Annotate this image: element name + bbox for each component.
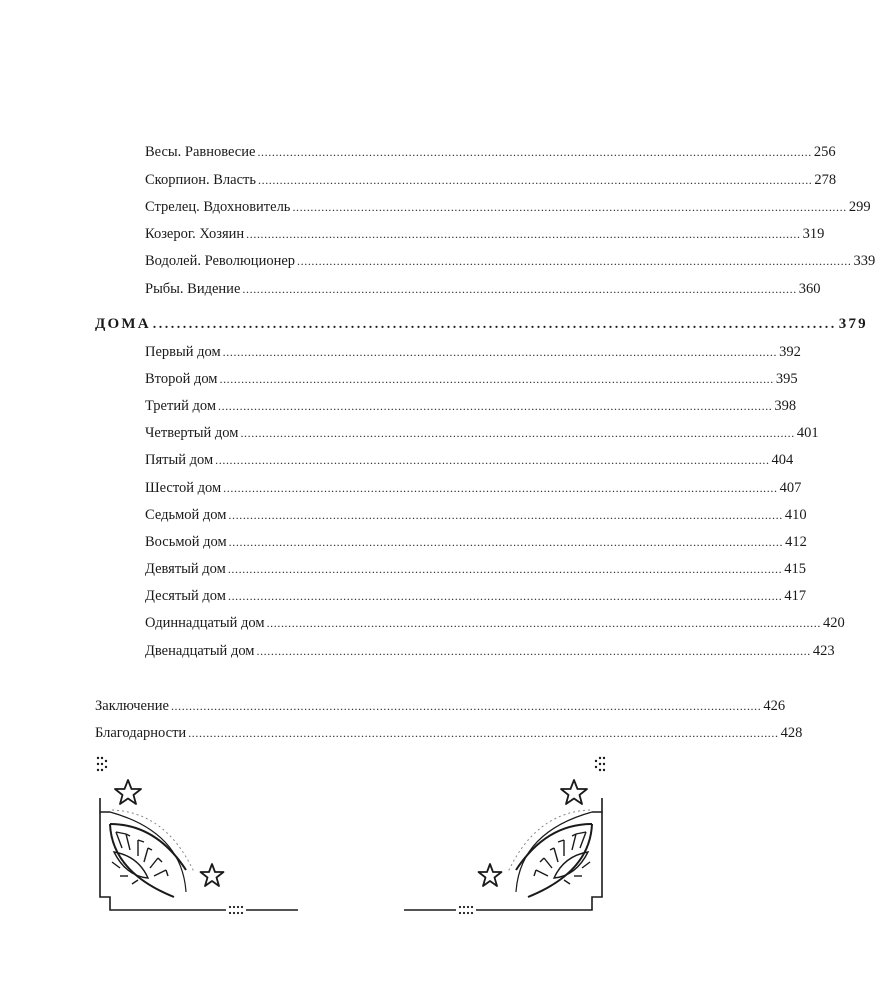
leader-dots: .......................................................................................................................................................... — [257, 145, 812, 159]
leader-dots: .......................................................................................................................................................... — [256, 644, 811, 658]
leader-dots: .......................................................................................................................................................... — [219, 372, 774, 386]
toc-entry-page: 256 — [813, 144, 836, 160]
leader-dots: .......................................................................................................................................................... — [227, 562, 783, 576]
leader-dots: .......................................................................................................................................................... — [223, 481, 778, 495]
leader-dots: .................................................................................................................................................................... — [170, 699, 762, 713]
toc-entry[interactable] — [145, 280, 821, 298]
toc-entry-page: 360 — [798, 281, 821, 297]
toc-entry-label: Рыбы. Видение — [145, 281, 241, 297]
toc-entry-page: 319 — [802, 226, 825, 242]
toc-entry-label: Весы. Равновесие — [145, 144, 256, 160]
leader-dots: .......................................................................................................................................................... — [266, 616, 821, 630]
leader-dots: .......................................................................................................................................................... — [228, 508, 783, 522]
leader-dots: .......................................................................................................................................................... — [240, 426, 795, 440]
leader-dots: .......................................................................................................................................................... — [228, 535, 784, 549]
leader-dots: .......................................................................................................................................................... — [222, 345, 778, 359]
toc-section-heading[interactable] — [95, 315, 868, 334]
toc-entry-label: Водолей. Революционер — [145, 253, 296, 269]
leader-dots: .......................................................................................................................................................... — [297, 254, 852, 268]
toc-entry-label: Шестой дом — [145, 480, 222, 496]
toc-entry[interactable] — [145, 479, 802, 497]
leader-dots: .................................................................................................................................................................... — [188, 726, 779, 740]
toc-entry-label: Заключение — [95, 698, 169, 714]
toc-entry[interactable] — [145, 424, 819, 442]
toc-entry-label: Двенадцатый дом — [145, 643, 255, 659]
toc-entry-page: 392 — [779, 344, 801, 360]
toc-entry[interactable] — [145, 171, 837, 189]
toc-entry-label: Козерог. Хозяин — [145, 226, 245, 242]
leader-dots: .......................................................................................................................................................... — [292, 200, 847, 214]
toc-entry[interactable] — [145, 451, 794, 469]
toc-entry-label: Благодарности — [95, 725, 187, 741]
leader-dots: .................................................................................................................. — [152, 317, 837, 332]
toc-entry-page: 401 — [796, 425, 819, 441]
toc-entry-page: 339 — [853, 253, 875, 269]
toc-entry-label: Девятый дом — [145, 561, 226, 577]
toc-entry-page: 299 — [848, 199, 871, 215]
toc-entry[interactable] — [145, 533, 807, 551]
sun-ornament-right-icon — [396, 752, 616, 917]
toc-entry-page: 426 — [763, 698, 786, 714]
toc-entry-page: 404 — [771, 452, 794, 468]
leader-dots: .......................................................................................................................................................... — [227, 589, 783, 603]
toc-entry-label: Третий дом — [145, 398, 216, 414]
toc-entry-page: 398 — [774, 398, 797, 414]
toc-entry[interactable] — [145, 614, 845, 632]
toc-section-label: ДОМА — [95, 316, 151, 332]
sun-ornament-left-icon — [86, 752, 306, 917]
toc-entry-page: 410 — [784, 507, 807, 523]
toc-entry-label: Четвертый дом — [145, 425, 239, 441]
toc-entry-page: 412 — [785, 534, 807, 550]
toc-entry-label: Седьмой дом — [145, 507, 227, 523]
toc-entry[interactable] — [145, 587, 807, 605]
leader-dots: .......................................................................................................................................................... — [215, 453, 770, 467]
toc-entry-label: Первый дом — [145, 344, 221, 360]
leader-dots: .......................................................................................................................................................... — [218, 399, 773, 413]
toc-entry[interactable] — [145, 370, 798, 388]
toc-entry-page: 423 — [812, 643, 835, 659]
toc-entry-label: Десятый дом — [145, 588, 226, 604]
toc-entry-label: Второй дом — [145, 371, 218, 387]
toc-entry-page: 415 — [784, 561, 806, 577]
toc-section-page: 379 — [838, 316, 868, 332]
toc-entry-page: 417 — [784, 588, 807, 604]
toc-entry[interactable] — [145, 198, 871, 216]
toc-entry-page: 420 — [822, 615, 845, 631]
toc-entry[interactable] — [145, 397, 797, 415]
toc-entry[interactable] — [145, 225, 825, 243]
toc-entry-label: Одиннадцатый дом — [145, 615, 265, 631]
toc-entry-label: Стрелец. Вдохновитель — [145, 199, 291, 215]
toc-entry[interactable] — [145, 560, 806, 578]
toc-entry[interactable] — [145, 506, 807, 524]
toc-entry[interactable] — [95, 724, 803, 742]
toc-entry[interactable] — [145, 143, 836, 161]
toc-entry-page: 428 — [780, 725, 803, 741]
toc-entry-label: Восьмой дом — [145, 534, 227, 550]
leader-dots: .......................................................................................................................................................... — [258, 173, 813, 187]
toc-entry[interactable] — [145, 343, 801, 361]
leader-dots: .......................................................................................................................................................... — [242, 282, 797, 296]
toc-entry-page: 395 — [775, 371, 798, 387]
toc-entry[interactable] — [145, 252, 875, 270]
toc-entry[interactable] — [145, 642, 835, 660]
toc-entry[interactable] — [95, 697, 786, 715]
toc-entry-page: 407 — [779, 480, 802, 496]
toc-entry-label: Пятый дом — [145, 452, 214, 468]
leader-dots: .......................................................................................................................................................... — [246, 227, 801, 241]
toc-entry-page: 278 — [814, 172, 837, 188]
toc-entry-label: Скорпион. Власть — [145, 172, 256, 188]
